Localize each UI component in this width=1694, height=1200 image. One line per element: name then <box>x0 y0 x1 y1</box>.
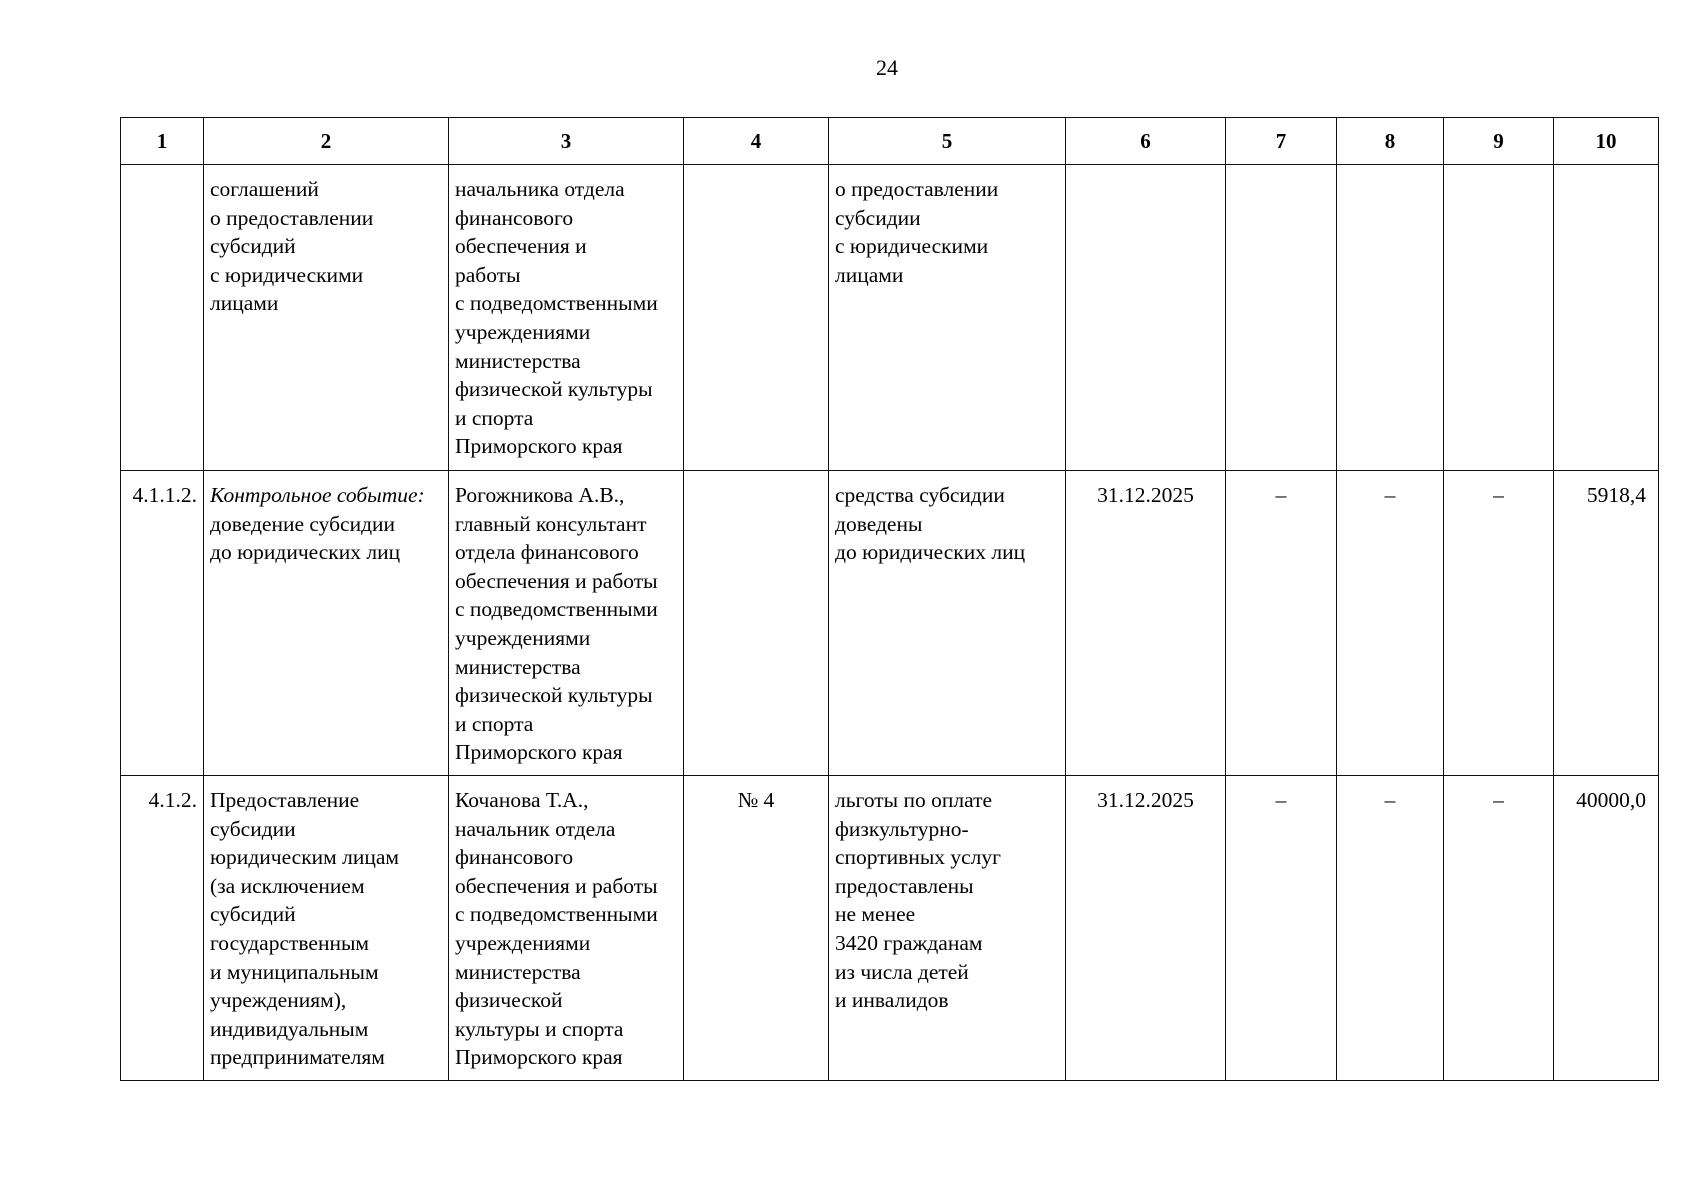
amount-cell: 40000,0 <box>1554 776 1659 1081</box>
result-cell: льготы по оплате физкультурно- спортивных услуг предоставлены не менее 3420 гражданам из числа детей и инвалидов <box>829 776 1066 1081</box>
amount-cell: 5918,4 <box>1554 471 1659 776</box>
deadline-cell <box>1066 165 1226 471</box>
header-cell-6: 6 <box>1066 118 1226 165</box>
header-cell-2: 2 <box>204 118 449 165</box>
header-cell-9: 9 <box>1444 118 1554 165</box>
header-cell-3: 3 <box>449 118 684 165</box>
header-cell-5: 5 <box>829 118 1066 165</box>
event-name-cell: соглашений о предоставлении субсидий с юридическими лицами <box>204 165 449 471</box>
deadline-cell: 31.12.2025 <box>1066 776 1226 1081</box>
header-cell-10: 10 <box>1554 118 1659 165</box>
header-cell-1: 1 <box>121 118 204 165</box>
value-cell-7: – <box>1226 471 1337 776</box>
control-event-label: Контрольное событие: <box>210 483 425 507</box>
responsible-cell: Кочанова Т.А., начальник отдела финансового обеспечения и работы с подведомственными учреждениями министерства физической культуры и спорта Приморского края <box>449 776 684 1081</box>
row-number-cell: 4.1.2. <box>121 776 204 1081</box>
value-cell-7: – <box>1226 776 1337 1081</box>
deadline-cell: 31.12.2025 <box>1066 471 1226 776</box>
header-cell-7: 7 <box>1226 118 1337 165</box>
page-number: 24 <box>876 55 898 80</box>
result-cell: о предоставлении субсидии с юридическими лицами <box>829 165 1066 471</box>
responsible-cell: Рогожникова А.В., главный консультант отдела финансового обеспечения и работы с подведомственными учреждениями министерства физической культуры и спорта Приморского края <box>449 471 684 776</box>
program-ref-cell <box>684 471 829 776</box>
program-ref-cell <box>684 165 829 471</box>
amount-cell <box>1554 165 1659 471</box>
value-cell-9: – <box>1444 776 1554 1081</box>
value-cell-9: – <box>1444 471 1554 776</box>
responsible-cell: начальника отдела финансового обеспечения и работы с подведомственными учреждениями министерства физической культуры и спорта Приморского края <box>449 165 684 471</box>
header-row <box>121 118 1659 165</box>
plan-table <box>120 117 1659 1081</box>
header-cell-4: 4 <box>684 118 829 165</box>
row-number-cell: 4.1.1.2. <box>121 471 204 776</box>
header-cell-8: 8 <box>1337 118 1444 165</box>
value-cell-8 <box>1337 165 1444 471</box>
program-ref-cell: № 4 <box>684 776 829 1081</box>
event-name-cell: Предоставление субсидии юридическим лицам (за исключением субсидий государственным и муниципальным учреждениям), индивидуальным предпринимателям <box>204 776 449 1081</box>
value-cell-8: – <box>1337 471 1444 776</box>
value-cell-7 <box>1226 165 1337 471</box>
table-row <box>121 471 1659 776</box>
table-row <box>121 776 1659 1081</box>
value-cell-8: – <box>1337 776 1444 1081</box>
table-row <box>121 165 1659 471</box>
row-number-cell <box>121 165 204 471</box>
result-cell: средства субсидии доведены до юридических лиц <box>829 471 1066 776</box>
value-cell-9 <box>1444 165 1554 471</box>
event-name-cell <box>204 471 449 776</box>
event-name-text: доведение субсидии до юридических лиц <box>210 511 401 565</box>
